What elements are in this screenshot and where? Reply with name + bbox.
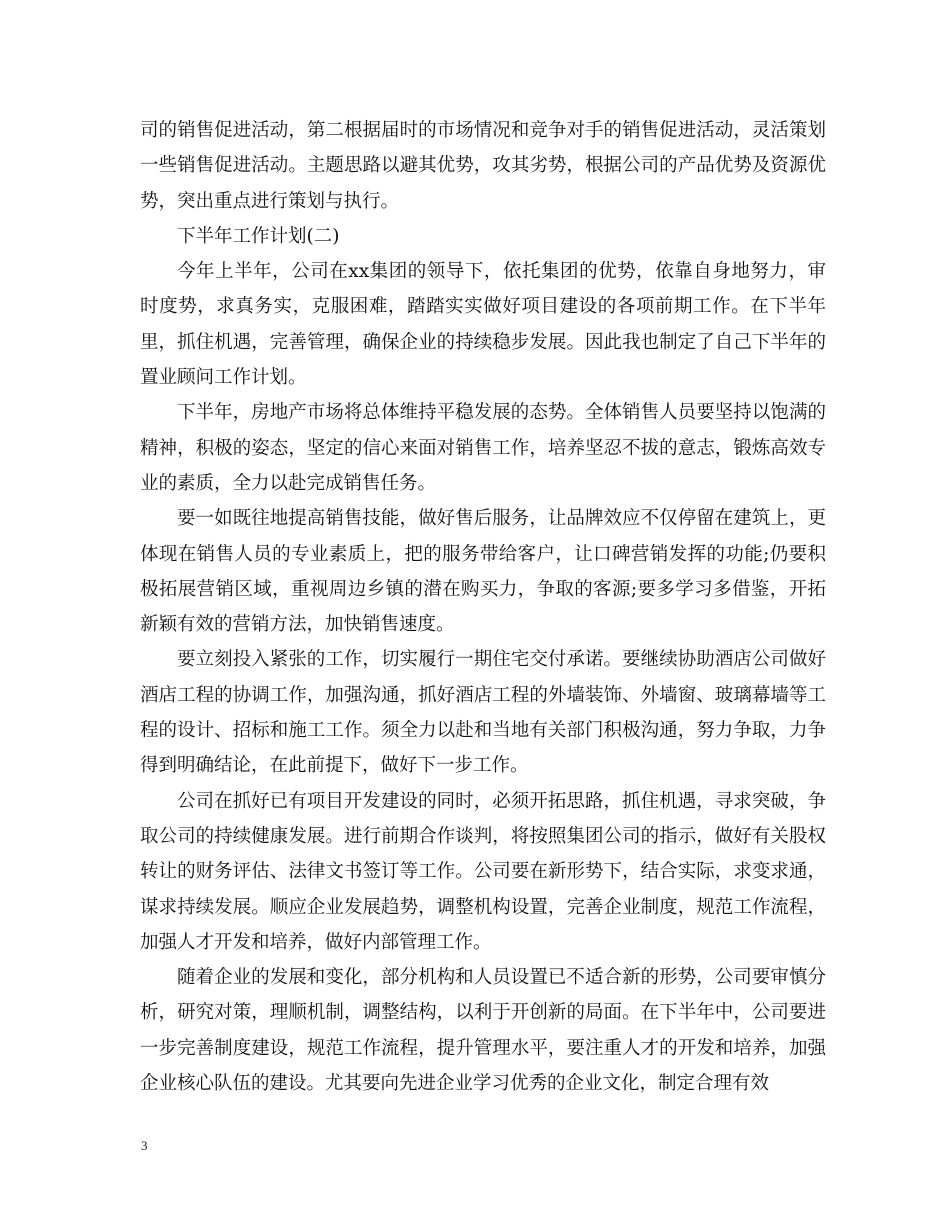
paragraph-continued: 司的销售促进活动，第二根据届时的市场情况和竞争对手的销售促进活动，灵活策划一些销售促进活动。主题思路以避其优势，攻其劣势，根据公司的产品优势及资源优势，突出重点进行策划与执行。	[140, 120, 826, 212]
paragraph: 公司在抓好已有项目开发建设的同时，必须开拓思路，抓住机遇，寻求突破，争取公司的持续健康发展。进行前期合作谈判，将按照集团公司的指示，做好有关股权转让的财务评估、法律文书签订等工作。公司要在新形势下，结合实际，求变求通，谋求持续发展。顺应企业发展趋势，调整机构设置，完善企业制度，规范工作流程，加强人才开发和培养，做好内部管理工作。	[140, 790, 826, 953]
paragraph: 随着企业的发展和变化，部分机构和人员设置已不适合新的形势，公司要审慎分析，研究对策，理顺机制，调整结构，以利于开创新的局面。在下半年中，公司要进一步完善制度建设，规范工作流程，提升管理水平，要注重人才的开发和培养，加强企业核心队伍的建设。尤其要向先进企业学习优秀的企业文化，制定合理有效	[140, 967, 826, 1095]
paragraph: 要一如既往地提高销售技能，做好售后服务，让品牌效应不仅停留在建筑上，更体现在销售人员的专业素质上，把的服务带给客户，让口碑营销发挥的功能;仍要积极拓展营销区域，重视周边乡镇的潜在购买力，争取的客源;要多学习多借鉴，开拓新颖有效的营销方法，加快销售速度。	[140, 508, 826, 636]
page-number: 3	[141, 1138, 148, 1153]
section-heading: 下半年工作计划(二)	[177, 225, 340, 247]
paragraph: 下半年，房地产市场将总体维持平稳发展的态势。全体销售人员要坚持以饱满的精神，积极的姿态，坚定的信心来面对销售工作，培养坚忍不拔的意志，锻炼高效专业的素质，全力以赴完成销售任务。	[140, 402, 826, 494]
paragraph: 要立刻投入紧张的工作，切实履行一期住宅交付承诺。要继续协助酒店公司做好酒店工程的协调工作，加强沟通，抓好酒店工程的外墙装饰、外墙窗、玻璃幕墙等工程的设计、招标和施工工作。须全力以赴和当地有关部门积极沟通，努力争取，力争得到明确结论，在此前提下，做好下一步工作。	[140, 649, 826, 777]
document-body	[140, 113, 826, 1101]
paragraph: 今年上半年，公司在xx集团的领导下，依托集团的优势，依靠自身地努力，审时度势，求真务实，克服困难，踏踏实实做好项目建设的各项前期工作。在下半年里，抓住机遇，完善管理，确保企业的持续稳步发展。因此我也制定了自己下半年的置业顾问工作计划。	[140, 261, 826, 389]
